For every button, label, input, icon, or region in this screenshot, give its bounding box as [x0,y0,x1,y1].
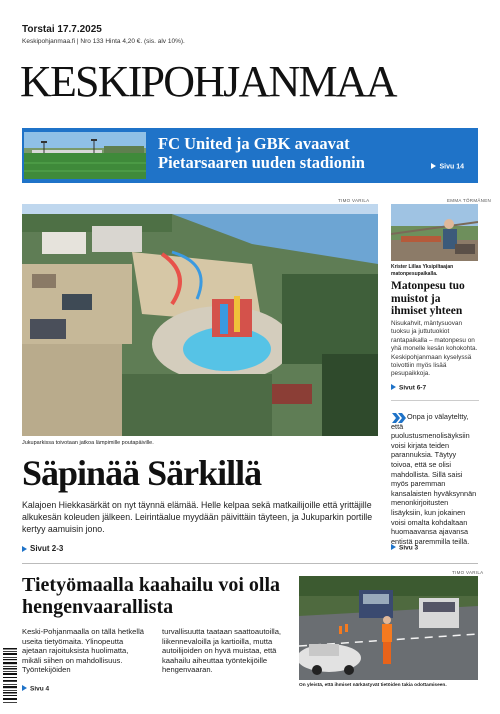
bottom-body-col1: Keski-Pohjanmaalla on tällä hetkellä useita tietyömaita. Ylinopeutta ajetaan rajoituksista huolimatta, mikäli siihen on mahdollisuus. Työntekijöiden [22,627,144,675]
main-lead: Kalajoen Hiekkasärkät on nyt täynnä elämää. Helle kelpaa sekä matkailijoille että yrittäjille alkukesän koleuden jälkeen. Leirintäalue myydään päivittäin täyteen, ja Jukuparkin portille kertyy aamuisin jono. [22,500,373,535]
bottom-body-col2: turvallisuutta taataan saattoautoilla, liikennevaloilla ja kartioilla, mutta autoilijoiden on hyvä muistaa, että kaahailu aiheuttaa työntekijöille hengenvaaran. [162,627,282,675]
carpet-washing-photo[interactable] [391,204,478,261]
stadium-photo [24,132,146,179]
triangle-icon [431,163,436,169]
triangle-icon [391,544,396,550]
quote-page-ref[interactable]: Sivu 3 [391,544,418,552]
bottom-divider [22,563,478,564]
side-page-ref[interactable]: Sivut 6-7 [391,384,426,392]
triangle-icon [22,546,27,552]
triangle-icon [391,384,396,390]
main-photo-caption: Jukuparkissa toivotaan jatkoa lämpimille poutapäiville. [22,440,154,446]
side-quote: Onpa jo välayteltty, että puolustusmenolisäyksiin voisi kirjata teiden parannuksia. Täytyy toivoa, että se olisi mahdollista. Sillä saisi myös paremman kansalaisten hyväksynnän menonkirjoitusten lisäyksiin, kun jokainen voisi omalta kohdaltaan huomaavansa ajavansa entistä paremmilla teillä. [391,412,477,546]
bottom-headline[interactable]: Tietyömaalla kaahailu voi olla hengenvaarallista [22,574,280,618]
barcode-icon [2,646,18,706]
bottom-photo-credit: TIMO VARILA [452,570,484,575]
banner-headline: FC United ja GBK avaavat Pietarsaaren uuden stadionin [158,134,365,172]
main-photo-credit: TIMO VARILA [338,198,370,203]
side-headline[interactable]: Matonpesu tuo muistot ja ihmiset yhteen [391,280,465,317]
side-photo-caption: Krister Lillas Yksipiltaajan matonpesupaikalla. [391,264,454,277]
side-divider [391,400,479,401]
main-page-ref[interactable]: Sivut 2-3 [22,544,63,553]
bottom-photo-caption: On yleistä, että ihmiset närkästyvät tietöiden takia odottamiseen. [299,683,447,688]
side-body: Nisukahvit, mäntysuovan tuoksu ja juttutuokiot rantapaikalla – matonpesu on yhä monelle kesän kohokohta. Keskipohjanmaan kyselyssä toivottiin myös lisää pesupaikkoja. [391,320,478,378]
newspaper-logo: KESKIPOHJANMAA [20,57,396,106]
main-headline[interactable]: Säpinää Särkillä [22,453,262,493]
bottom-page-ref[interactable]: Sivu 4 [22,685,49,693]
side-photo-credit: EMMA TÖRMÄNEN [447,198,492,203]
issue-meta: Keskipohjanmaa.fi | Nro 133 Hinta 4,20 €. (sis. alv 10%). [22,38,185,45]
roadwork-photo[interactable] [299,576,478,680]
top-banner[interactable] [22,128,478,183]
issue-date: Torstai 17.7.2025 [22,24,102,35]
triangle-icon [22,685,27,691]
banner-page-ref[interactable]: Sivu 14 [431,163,464,171]
waterpark-aerial-photo[interactable] [22,204,378,436]
